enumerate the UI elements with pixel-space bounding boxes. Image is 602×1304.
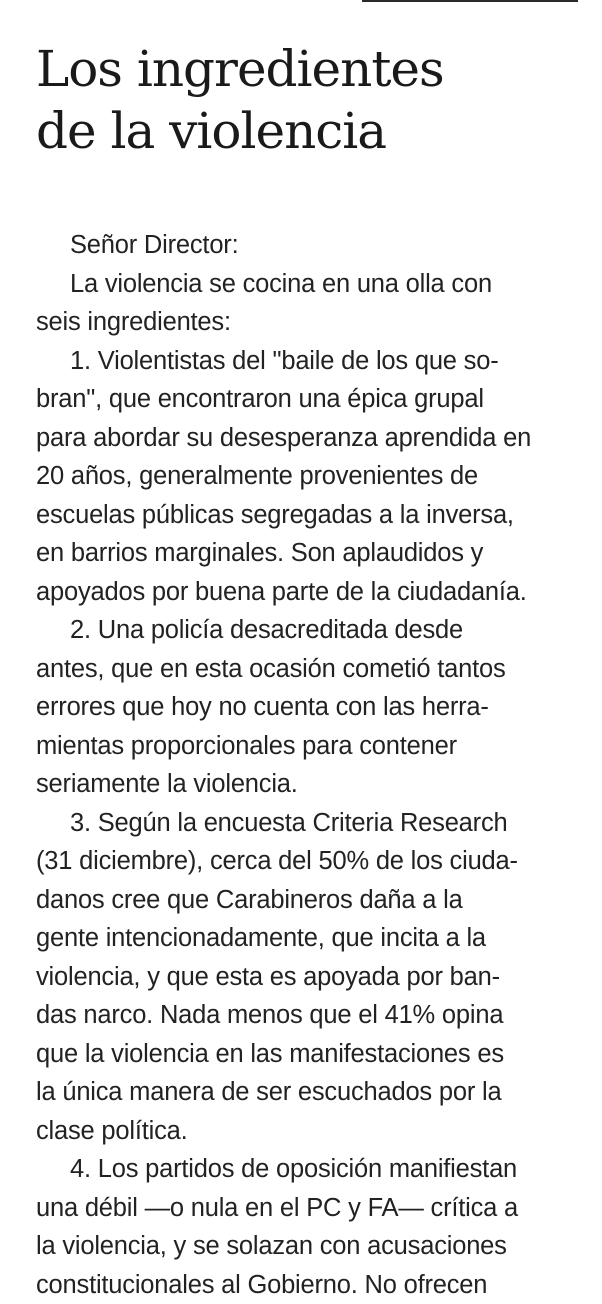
body-line: gente intencionadamente, que incita a la — [36, 919, 584, 958]
body-line: 20 años, generalmente provenientes de — [36, 457, 584, 496]
body-line: escuelas públicas segregadas a la inversa, — [36, 496, 584, 535]
body-line: Señor Director: — [36, 226, 584, 265]
body-line: para abordar su desesperanza aprendida en — [36, 419, 584, 458]
body-line: seis ingredientes: — [36, 303, 584, 342]
letter-article — [36, 38, 584, 1304]
body-line: (31 diciembre), cerca del 50% de los ciuda- — [36, 842, 584, 881]
body-line: 1. Violentistas del "baile de los que so- — [36, 342, 584, 381]
body-line: seriamente la violencia. — [36, 765, 584, 804]
body-line: 2. Una policía desacreditada desde — [36, 611, 584, 650]
body-line: en barrios marginales. Son aplaudidos y — [36, 534, 584, 573]
headline-line-1: Los ingredientes — [36, 38, 584, 100]
body-line: apoyados por buena parte de la ciudadanía. — [36, 573, 584, 612]
body-line: clase política. — [36, 1112, 584, 1151]
body-line: bran", que encontraron una épica grupal — [36, 380, 584, 419]
body-line: violencia, y que esta es apoyada por ban- — [36, 958, 584, 997]
body-line: das narco. Nada menos que el 41% opina — [36, 996, 584, 1035]
body-line: constitucionales al Gobierno. No ofrecen — [36, 1266, 584, 1304]
body-line: 3. Según la encuesta Criteria Research — [36, 804, 584, 843]
body-line: antes, que en esta ocasión cometió tantos — [36, 650, 584, 689]
headline-line-2: de la violencia — [36, 100, 584, 162]
body-line: La violencia se cocina en una olla con — [36, 265, 584, 304]
body-line: una débil —o nula en el PC y FA— crítica a — [36, 1189, 584, 1228]
body-line: la violencia, y se solazan con acusaciones — [36, 1227, 584, 1266]
body-line: errores que hoy no cuenta con las herra- — [36, 688, 584, 727]
body-line: danos cree que Carabineros daña a la — [36, 881, 584, 920]
body-line: la única manera de ser escuchados por la — [36, 1073, 584, 1112]
body-line: 4. Los partidos de oposición manifiestan — [36, 1150, 584, 1189]
body-line: que la violencia en las manifestaciones es — [36, 1035, 584, 1074]
body-line: mientas proporcionales para contener — [36, 727, 584, 766]
top-rule — [362, 0, 578, 2]
letter-body — [36, 226, 584, 1304]
headline — [36, 38, 584, 162]
